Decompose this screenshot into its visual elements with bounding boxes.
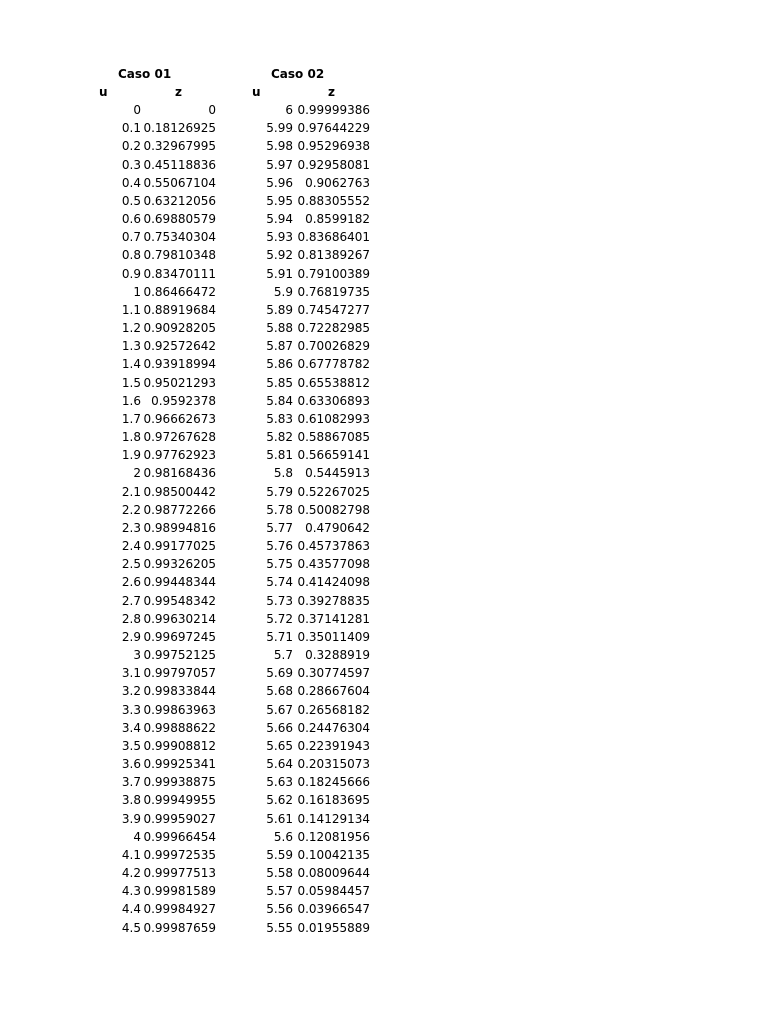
caso01-z-cell: 0.99972535 (143, 847, 216, 862)
caso01-u-cell: 1 (133, 284, 141, 299)
caso02-u-cell: 5.97 (266, 157, 293, 172)
caso01-u-cell: 3.6 (121, 757, 141, 772)
caso02-z-cell: 0.74547277 (297, 302, 370, 317)
caso01-u-cell: 0.9 (121, 266, 141, 281)
caso02-z-cell: 0.97644229 (297, 121, 370, 136)
caso01-u-cell: 3.2 (121, 684, 141, 699)
caso01-z-cell: 0.99938875 (143, 775, 216, 790)
caso02-u-cell: 5.69 (266, 666, 293, 681)
caso02-u-cell: 5.57 (266, 884, 293, 899)
caso02-u-cell: 5.68 (266, 684, 293, 699)
caso01-u-cell: 1.8 (121, 430, 141, 445)
caso01-u-cell: 0.4 (121, 175, 141, 190)
caso01-z-cell: 0.79810348 (143, 248, 216, 263)
caso01-u-cell: 3.7 (121, 775, 141, 790)
caso02-u-cell: 5.67 (266, 702, 293, 717)
caso01-u-cell: 4 (133, 829, 141, 844)
caso01-u-cell: 1.7 (121, 411, 141, 426)
caso02-u-cell: 5.88 (266, 321, 293, 336)
caso02-z-cell: 0.76819735 (297, 284, 370, 299)
caso02-z-cell: 0.83686401 (297, 230, 370, 245)
caso02-u-cell: 5.6 (273, 829, 293, 844)
caso02-z-cell: 0.12081956 (297, 829, 370, 844)
caso02-z-cell: 0.01955889 (297, 920, 370, 935)
caso01-title: Caso 01 (118, 67, 172, 81)
caso01-u-cell: 3.5 (121, 738, 141, 753)
caso01-u-cell: 2 (133, 466, 141, 481)
caso01-z-cell: 0.93918994 (143, 357, 216, 372)
caso02-z-cell: 0.24476304 (297, 720, 370, 735)
caso02-z-cell: 0.39278835 (297, 593, 370, 608)
caso01-z-cell: 0.90928205 (143, 321, 216, 336)
caso02-u-cell: 5.95 (266, 193, 293, 208)
caso02-u-cell: 5.61 (266, 811, 293, 826)
caso01-z-cell: 0.95021293 (143, 375, 216, 390)
caso02-z-cell: 0.26568182 (297, 702, 370, 717)
caso01-u-cell: 2.7 (121, 593, 141, 608)
caso01-z-cell: 0.99981589 (143, 884, 216, 899)
caso01-u-cell: 3.8 (121, 793, 141, 808)
caso01-header-z: z (175, 85, 182, 99)
caso02-u-cell: 5.64 (266, 757, 293, 772)
caso01-u-cell: 0.6 (121, 212, 141, 227)
caso01-u-cell: 1.3 (121, 339, 141, 354)
caso01-u-cell: 0.8 (121, 248, 141, 263)
caso02-u-cell: 5.7 (273, 648, 293, 663)
caso02-z-cell: 0.22391943 (297, 738, 370, 753)
caso02-u-cell: 5.83 (266, 411, 293, 426)
caso01-u-cell: 0 (133, 103, 141, 117)
caso01-z-cell: 0.99925341 (143, 757, 216, 772)
caso01-z-cell: 0.99797057 (143, 666, 216, 681)
caso02-z-cell: 0.9062763 (305, 175, 370, 190)
caso02-z-cell: 0.63306893 (297, 393, 370, 408)
caso02-z-cell: 0.65538812 (297, 375, 370, 390)
caso02-u-cell: 5.9 (273, 284, 293, 299)
caso02-z-cell: 0.20315073 (297, 757, 370, 772)
caso02-u-cell: 5.87 (266, 339, 293, 354)
caso01-u-cell: 4.1 (121, 847, 141, 862)
caso01-z-cell: 0.98994816 (143, 520, 216, 535)
caso02-u-cell: 5.56 (266, 902, 293, 917)
caso02-z-cell: 0.72282985 (297, 321, 370, 336)
caso02-z-cell: 0.8599182 (305, 212, 370, 227)
caso02-z-cell: 0.5445913 (305, 466, 370, 481)
caso02-u-cell: 5.78 (266, 502, 293, 517)
caso02-u-cell: 5.82 (266, 430, 293, 445)
caso02-z-cell: 0.05984457 (297, 884, 370, 899)
caso01-z-cell: 0.18126925 (143, 121, 216, 136)
caso01-z-cell: 0.99966454 (143, 829, 216, 844)
caso02-z-cell: 0.43577098 (297, 557, 370, 572)
caso01-u-cell: 3 (133, 648, 141, 663)
caso01-u-cell: 2.5 (121, 557, 141, 572)
caso02-u-cell: 5.81 (266, 448, 293, 463)
caso01-z-cell: 0.99959027 (143, 811, 216, 826)
caso01-u-cell: 1.6 (121, 393, 141, 408)
caso02-u-cell: 5.86 (266, 357, 293, 372)
caso02-u-cell: 5.55 (266, 920, 293, 935)
caso01-z-cell: 0.75340304 (143, 230, 216, 245)
caso02-u-cell: 5.8 (273, 466, 293, 481)
caso01-u-cell: 0.5 (121, 193, 141, 208)
caso02-u-cell: 5.75 (266, 557, 293, 572)
caso02-z-cell: 0.28667604 (297, 684, 370, 699)
caso01-z-cell: 0.55067104 (143, 175, 216, 190)
caso01-u-cell: 1.9 (121, 448, 141, 463)
caso02-u-cell: 5.77 (266, 520, 293, 535)
caso01-z-cell: 0.45118836 (143, 157, 216, 172)
caso02-z-cell: 0.50082798 (297, 502, 370, 517)
caso02-z-cell: 0.45737863 (297, 539, 370, 554)
caso02-z-cell: 0.95296938 (297, 139, 370, 154)
caso02-u-cell: 5.93 (266, 230, 293, 245)
caso02-u-cell: 5.71 (266, 629, 293, 644)
caso01-u-cell: 4.5 (121, 920, 141, 935)
caso02-z-cell: 0.3288919 (305, 648, 370, 663)
caso01-u-cell: 3.1 (121, 666, 141, 681)
caso01-z-cell: 0.88919684 (143, 302, 216, 317)
caso01-z-cell: 0.99863963 (143, 702, 216, 717)
caso02-z-cell: 0.41424098 (297, 575, 370, 590)
caso01-z-cell: 0.98500442 (143, 484, 216, 499)
caso02-u-cell: 5.59 (266, 847, 293, 862)
caso01-z-cell: 0.99833844 (143, 684, 216, 699)
caso01-z-cell: 0.96662673 (143, 411, 216, 426)
caso01-z-cell: 0.99949955 (143, 793, 216, 808)
caso01-z-cell: 0.99177025 (143, 539, 216, 554)
caso02-z-cell: 0.56659141 (297, 448, 370, 463)
caso02-u-cell: 5.94 (266, 212, 293, 227)
caso01-z-cell: 0.83470111 (143, 266, 216, 281)
caso01-u-cell: 3.3 (121, 702, 141, 717)
caso01-u-cell: 2.9 (121, 629, 141, 644)
caso02-z-cell: 0.88305552 (297, 193, 370, 208)
caso01-u-cell: 2.2 (121, 502, 141, 517)
caso02-u-cell: 5.72 (266, 611, 293, 626)
caso01-z-cell: 0.86466472 (143, 284, 216, 299)
caso01-z-cell: 0.92572642 (143, 339, 216, 354)
caso02-z-cell: 0.52267025 (297, 484, 370, 499)
caso02-title: Caso 02 (271, 67, 325, 81)
caso01-z-cell: 0.99752125 (143, 648, 216, 663)
caso01-z-cell: 0.99908812 (143, 738, 216, 753)
caso02-z-cell: 0.70026829 (297, 339, 370, 354)
caso02-u-cell: 5.58 (266, 866, 293, 881)
caso01-z-cell: 0.99697245 (143, 629, 216, 644)
caso01-z-cell: 0.99548342 (143, 593, 216, 608)
caso02-z-cell: 0.67778782 (297, 357, 370, 372)
caso02-u-cell: 5.96 (266, 175, 293, 190)
caso01-z-cell: 0.99888622 (143, 720, 216, 735)
caso01-u-cell: 1.5 (121, 375, 141, 390)
caso02-u-cell: 5.73 (266, 593, 293, 608)
caso02-z-cell: 0.14129134 (297, 811, 370, 826)
caso02-u-cell: 5.98 (266, 139, 293, 154)
caso01-z-cell: 0.63212056 (143, 193, 216, 208)
caso01-u-cell: 4.2 (121, 866, 141, 881)
caso01-u-cell: 2.4 (121, 539, 141, 554)
caso01-z-cell: 0 (208, 103, 216, 117)
caso02-z-cell: 0.61082993 (297, 411, 370, 426)
caso02-u-cell: 5.62 (266, 793, 293, 808)
caso02-u-cell: 5.99 (266, 121, 293, 136)
caso01-u-cell: 3.9 (121, 811, 141, 826)
caso01-u-cell: 0.2 (121, 139, 141, 154)
caso01-z-cell: 0.32967995 (143, 139, 216, 154)
caso02-z-cell: 0.99999386 (297, 103, 370, 117)
caso01-z-cell: 0.99987659 (143, 920, 216, 935)
caso01-z-cell: 0.98168436 (143, 466, 216, 481)
caso01-z-cell: 0.69880579 (143, 212, 216, 227)
caso02-u-cell: 5.92 (266, 248, 293, 263)
caso02-u-cell: 5.76 (266, 539, 293, 554)
caso01-u-cell: 4.3 (121, 884, 141, 899)
caso02-u-cell: 5.79 (266, 484, 293, 499)
caso01-z-cell: 0.99630214 (143, 611, 216, 626)
caso02-header-u: u (252, 85, 261, 99)
caso02-u-cell: 5.66 (266, 720, 293, 735)
caso01-u-cell: 0.1 (121, 121, 141, 136)
caso01-u-cell: 2.3 (121, 520, 141, 535)
caso01-u-cell: 1.2 (121, 321, 141, 336)
caso02-z-cell: 0.08009644 (297, 866, 370, 881)
caso01-u-cell: 0.7 (121, 230, 141, 245)
caso01-z-cell: 0.99326205 (143, 557, 216, 572)
caso02-z-cell: 0.03966547 (297, 902, 370, 917)
caso01-u-cell: 2.6 (121, 575, 141, 590)
caso02-z-cell: 0.35011409 (297, 629, 370, 644)
caso02-u-cell: 5.85 (266, 375, 293, 390)
caso02-z-cell: 0.16183695 (297, 793, 370, 808)
caso01-z-cell: 0.97267628 (143, 430, 216, 445)
caso02-z-cell: 0.10042135 (297, 847, 370, 862)
caso02-z-cell: 0.37141281 (297, 611, 370, 626)
caso02-z-cell: 0.30774597 (297, 666, 370, 681)
caso01-u-cell: 2.1 (121, 484, 141, 499)
caso02-z-cell: 0.18245666 (297, 775, 370, 790)
caso01-z-cell: 0.98772266 (143, 502, 216, 517)
caso02-z-cell: 0.81389267 (297, 248, 370, 263)
caso01-u-cell: 3.4 (121, 720, 141, 735)
caso02-u-cell: 5.89 (266, 302, 293, 317)
caso01-z-cell: 0.99984927 (143, 902, 216, 917)
caso01-z-cell: 0.99448344 (143, 575, 216, 590)
caso02-z-cell: 0.58867085 (297, 430, 370, 445)
caso01-u-cell: 1.1 (121, 302, 141, 317)
caso01-z-cell: 0.99977513 (143, 866, 216, 881)
caso02-u-cell: 5.74 (266, 575, 293, 590)
caso01-z-cell: 0.97762923 (143, 448, 216, 463)
caso01-u-cell: 1.4 (121, 357, 141, 372)
caso02-header-z: z (328, 85, 335, 99)
caso02-u-cell: 6 (285, 103, 293, 117)
caso02-u-cell: 5.91 (266, 266, 293, 281)
caso01-u-cell: 0.3 (121, 157, 141, 172)
caso02-u-cell: 5.63 (266, 775, 293, 790)
caso02-z-cell: 0.92958081 (297, 157, 370, 172)
caso01-z-cell: 0.9592378 (151, 393, 216, 408)
caso02-u-cell: 5.65 (266, 738, 293, 753)
caso01-u-cell: 4.4 (121, 902, 141, 917)
caso01-header-u: u (99, 85, 108, 99)
caso02-z-cell: 0.79100389 (297, 266, 370, 281)
caso02-z-cell: 0.4790642 (305, 520, 370, 535)
caso02-u-cell: 5.84 (266, 393, 293, 408)
caso01-u-cell: 2.8 (121, 611, 141, 626)
